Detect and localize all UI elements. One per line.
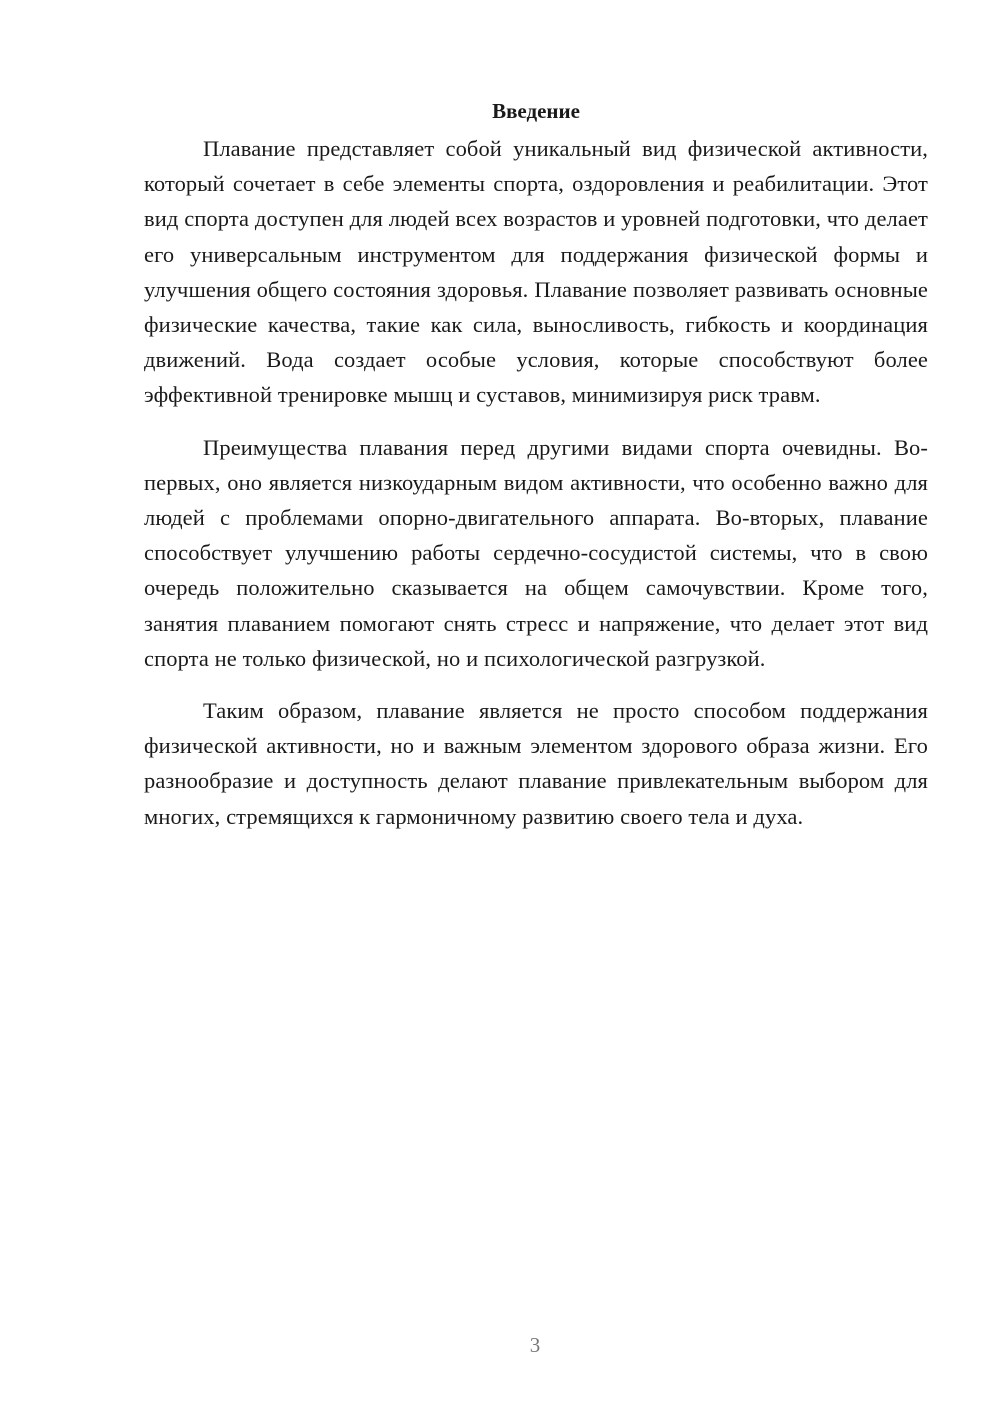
paragraph-2: Преимущества плавания перед другими видами спорта очевидны. Во-первых, оно является низкоударным видом активности, что особенно важно для людей с проблемами опорно-двигательного аппарата. Во-вторых, плавание способствует улучшению работы сердечно-сосудистой системы, что в свою очередь положительно сказывается на общем самочувствии. Кроме того, занятия плаванием помогают снять стресс и напряжение, что делает этот вид спорта не только физической, но и психологической разгрузкой. xyxy=(144,434,928,671)
paragraph-3: Таким образом, плавание является не просто способом поддержания физической активности, но и важным элементом здорового образа жизни. Его разнообразие и доступность делают плавание привлекательным выбором для многих, стремящихся к гармоничному развитию своего тела и духа. xyxy=(144,698,928,829)
paragraph-1: Плавание представляет собой уникальный вид физической активности, который сочетает в себе элементы спорта, оздоровления и реабилитации. Этот вид спорта доступен для людей всех возрастов и уровней подготовки, что делает его универсальным инструментом для поддержания физической формы и улучшения общего состояния здоровья. Плавание позволяет развивать основные физические качества, такие как сила, выносливость, гибкость и координация движений. Вода создает особые условия, которые способствуют более эффективной тренировке мышц и суставов, минимизируя риск травм. xyxy=(144,136,928,408)
page-content xyxy=(144,96,928,851)
page-number: 3 xyxy=(529,1333,541,1357)
section-heading: Введение xyxy=(492,99,580,123)
